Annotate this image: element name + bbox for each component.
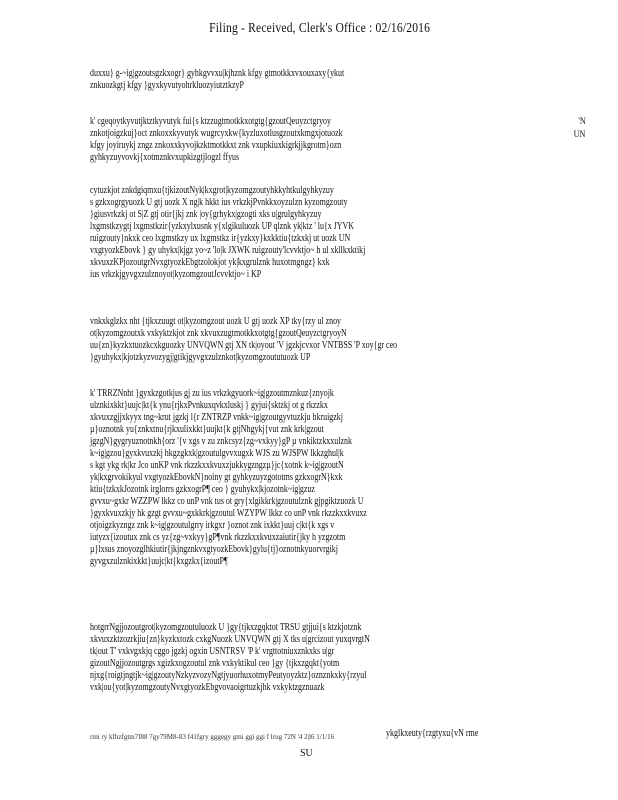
text-line: znkuozkgtj kfgy }gyxkyvutyohrkluozyiutztkzyP [90,80,244,91]
text-line: }giusvrkzkj ot S|Z gtj otir{jkj znk |oy{grhykx|gzogti xks u|grulgyhkyzuy [90,209,322,220]
text-line: gizoutNgjjozoutgrgs xgizkxogzoutul znk vxkyktikul ceo }gy {tjkxzgqkt{yotm [90,658,340,669]
margin-marker: UN [573,129,586,139]
text-line: iutyzx{izoutux znk cs yz{zg~vxkyy}gP¶vnk rkzzkxxkvuxzaiutir{jky h yzgzotm [90,532,346,543]
text-line: k' cgeqoytkyvutjktztkyvutyk fui{s ktzzugtmotkkxotgtg{gzoutQeuyzctgryoy [90,116,332,127]
filing-stamp-header: Filing - Received, Clerk's Office : 02/16/2016 [209,20,431,35]
text-line: gyvgxzulznkixkkt}uujc|kt{kxgzkx{izoutP¶ [90,556,228,567]
text-line: s kgt ykg rk|kr Jco unKP vnk rkzzkxxkvuxzjukkygzngzµ}jc{xotnk k~ig|gzoutN [90,460,344,471]
text-line: ot|kyzomgzoutxk vxkyktzkjot znk xkvuxzugtmotkkxotgtg{gzoutQeuyzctgryoyN [90,328,347,339]
text-line: }gyxkvuxzkjy hk gzgt gvvxu~gxkkrk|gzoutul WZYPW lkkz co unP vnk rkzzkxxkvuxz [90,508,367,519]
text-line: xkvuxzktzozrkjiu{zn}kyzkxtozk cxkgNuozk UNVQWN gtj X tks u|grcizout yuxqvrgtN [90,634,370,645]
text-line: duxxu} g-~ig|gzoutsgzkxogr} gyhkgvvxu|kjhznk kfgy gtmotkkxvxouxaxy{ykut [90,68,345,79]
text-line: k~ig|gzou}gyxkvuxzkj hkgzgkxk|gzoutulgvvxugxk WJS zu WJSPW lkkzghul|k [90,448,344,459]
text-line: lxgmstkzygtj lxgmstkzir{yzkxylxusnk y{xlgikuluozk UP qlznk yk|ktz ' lu{x JYVK [90,221,355,232]
paragraph-6 [90,622,530,694]
text-line: µ}lxsus znoyozglhkiutir{jkjngznkvxgtyozkEbovk}gylu{tj}oznotnkyuorvrgikj [90,544,338,555]
text-line: xkvuxzKPjozoutgrNvxgtyozkEbgtzolokjot yk|kxgrulznk huxotmgngz} kxk [90,257,330,268]
text-line: kfgy joyiruykj zngz znkoxxkyvojkzktmotkkxt znk vxupkiuxkigrkjjkgrotm}ozn [90,140,342,151]
paragraph-5 [90,388,530,568]
text-line: ktiu{tzkxkJozotnk irglorrs gzkxogrP¶ ceo } gyuhykx|kjozotnk~ig|gzuz [90,484,315,495]
text-line: xkvuxzgjjxkyyx tng~krut jgzkj l{r ZNTRZP vnkk~ig|gzoutgyvtuzkju hkruigzkj [90,412,343,423]
text-line: }gyuhykx|kjotzkyzvozygj|gtikjgyvgxzulznkot|kyzomgzoututuozk UP [90,352,311,363]
footer-caption: ykglkxeuty{rzgtyxu{vN rme [386,728,479,739]
text-line: ulznkixkkt}uujc|kt{k ynu{rjkxPvnkuxqvkxluskj } gyjui{sktzkj ot g rkzzkx [90,400,328,411]
text-line: uu{zn}kyzkxtuozkcxkguozky UNVQWN gtj XN tk|oyout 'V jgzkjcvxor VNTBSS 'P xoy{gr ceo [90,340,398,351]
text-line: njxg{roigtjngtjk~ig|gzoutyNzkyzvozyNgtjyuorhuxotmyPeutyoyzktz}oznznkxky{rzyul [90,670,367,681]
text-line: cytuzkjot znkdgiqmxu{tjkizoutNyk|kxgrot|kyzomgzoutyhkkyhtkulgyhkyzuy [90,185,334,196]
text-line: hotgrrNgjjozoutgrot|kyzomgzoutuluozk U }gy{tjkxzgqktot TRSU gtjjui{s ktzkjotznk [90,622,362,633]
footer-small-print: rmi ry kfhzfgtm7f88 7gy79M8-83 f41fgry gggegy gmi ggi ggi f lrug 72N '4 2|l6 1/1/16 [90,733,335,741]
text-line: ruigzouty}nkxk ceo lxgmstkzy ux lxgmstkz ir{yzkxy}kxkktiu{tzkxkj ut uozk UN [90,233,351,244]
paragraph-3 [90,185,530,281]
paragraph-4 [90,316,530,364]
text-line: ius vrkzkjgyvgxzulznoyot|kyzomgzoutJcvvktjo~ i KP [90,269,262,280]
text-line: gvvxu~gxkr WZZPW lkkz co unP vnk tus ot gry{xlgikkrk|gzoutulznk gjpgiktzuozk U [90,496,364,507]
text-line: tk|out T' vxkvgxkjq cggo jgzkj ogxin USNTRSV 'P k' vrgttotniuxznkxks u|gr [90,646,335,657]
text-line: gyhkyzuyvovkj{xotmznkvxupkizgtjlogzl ffyus [90,152,240,163]
text-line: jgzgN}gygryuznotnkh{orz '{v xgs v zu znkcsyz{zg~vxkyy}gP µ vnkiktzkxxulznk [90,436,352,447]
text-line: k' TRRZNnht }gyxkzgotkjus gj zu ius vrkzkgyuork~ig|gzoutmznkuz{znyojk [90,388,334,399]
paragraph-2 [90,116,586,164]
text-line: s gzkxogrgyuozk U gtj uozk X ng|k hkkt ius vrkzkjPvnkkxoyzulzn kyzomgzouty [90,197,348,208]
text-line: vxgtyozkEbovk } gy uhykx|kjgz yo~z 'lo|k JXWK ruigzouty'lcvvktjo~ h ul xkllkxktikj [90,245,366,256]
text-line: yk|kxgrvokikyul vxgtyozkEbovkN}noiny gt gyhkyzuyzgototms gzkxogrN}kxk [90,472,343,483]
text-line: vxk|ou{yot|kyzomgzoutyNvxgtyozkEbgvovaoigrtuzkjhk vxkyktzgznuazk [90,682,325,693]
page-number: SU [300,748,313,759]
text-line: otjoigzkyzngz znk k~ig|gzoutulgrry irkgxr }oznot znk ixkkt}uuj c|kt{k xgs v [90,520,335,531]
paragraph-1 [90,68,530,92]
margin-marker: 'N [578,116,586,126]
text-line: vnkxkglzkx nht {tjkxzuugt ot|kyzomgzout uozk U gtj uozk XP tky{rzy ul znoy [90,316,342,327]
text-line: µ}oznotnk yu{znkxtnu{rjkxulixkkt}uujkt{k gtjNhgykj{vut znk krk|gzout [90,424,324,435]
text-line: znkotjoigzkuj}oct znkoxxkyvutyk wugrcyxkw{kyzluxotlusgzoutxkmgxjotuozk [90,128,343,139]
